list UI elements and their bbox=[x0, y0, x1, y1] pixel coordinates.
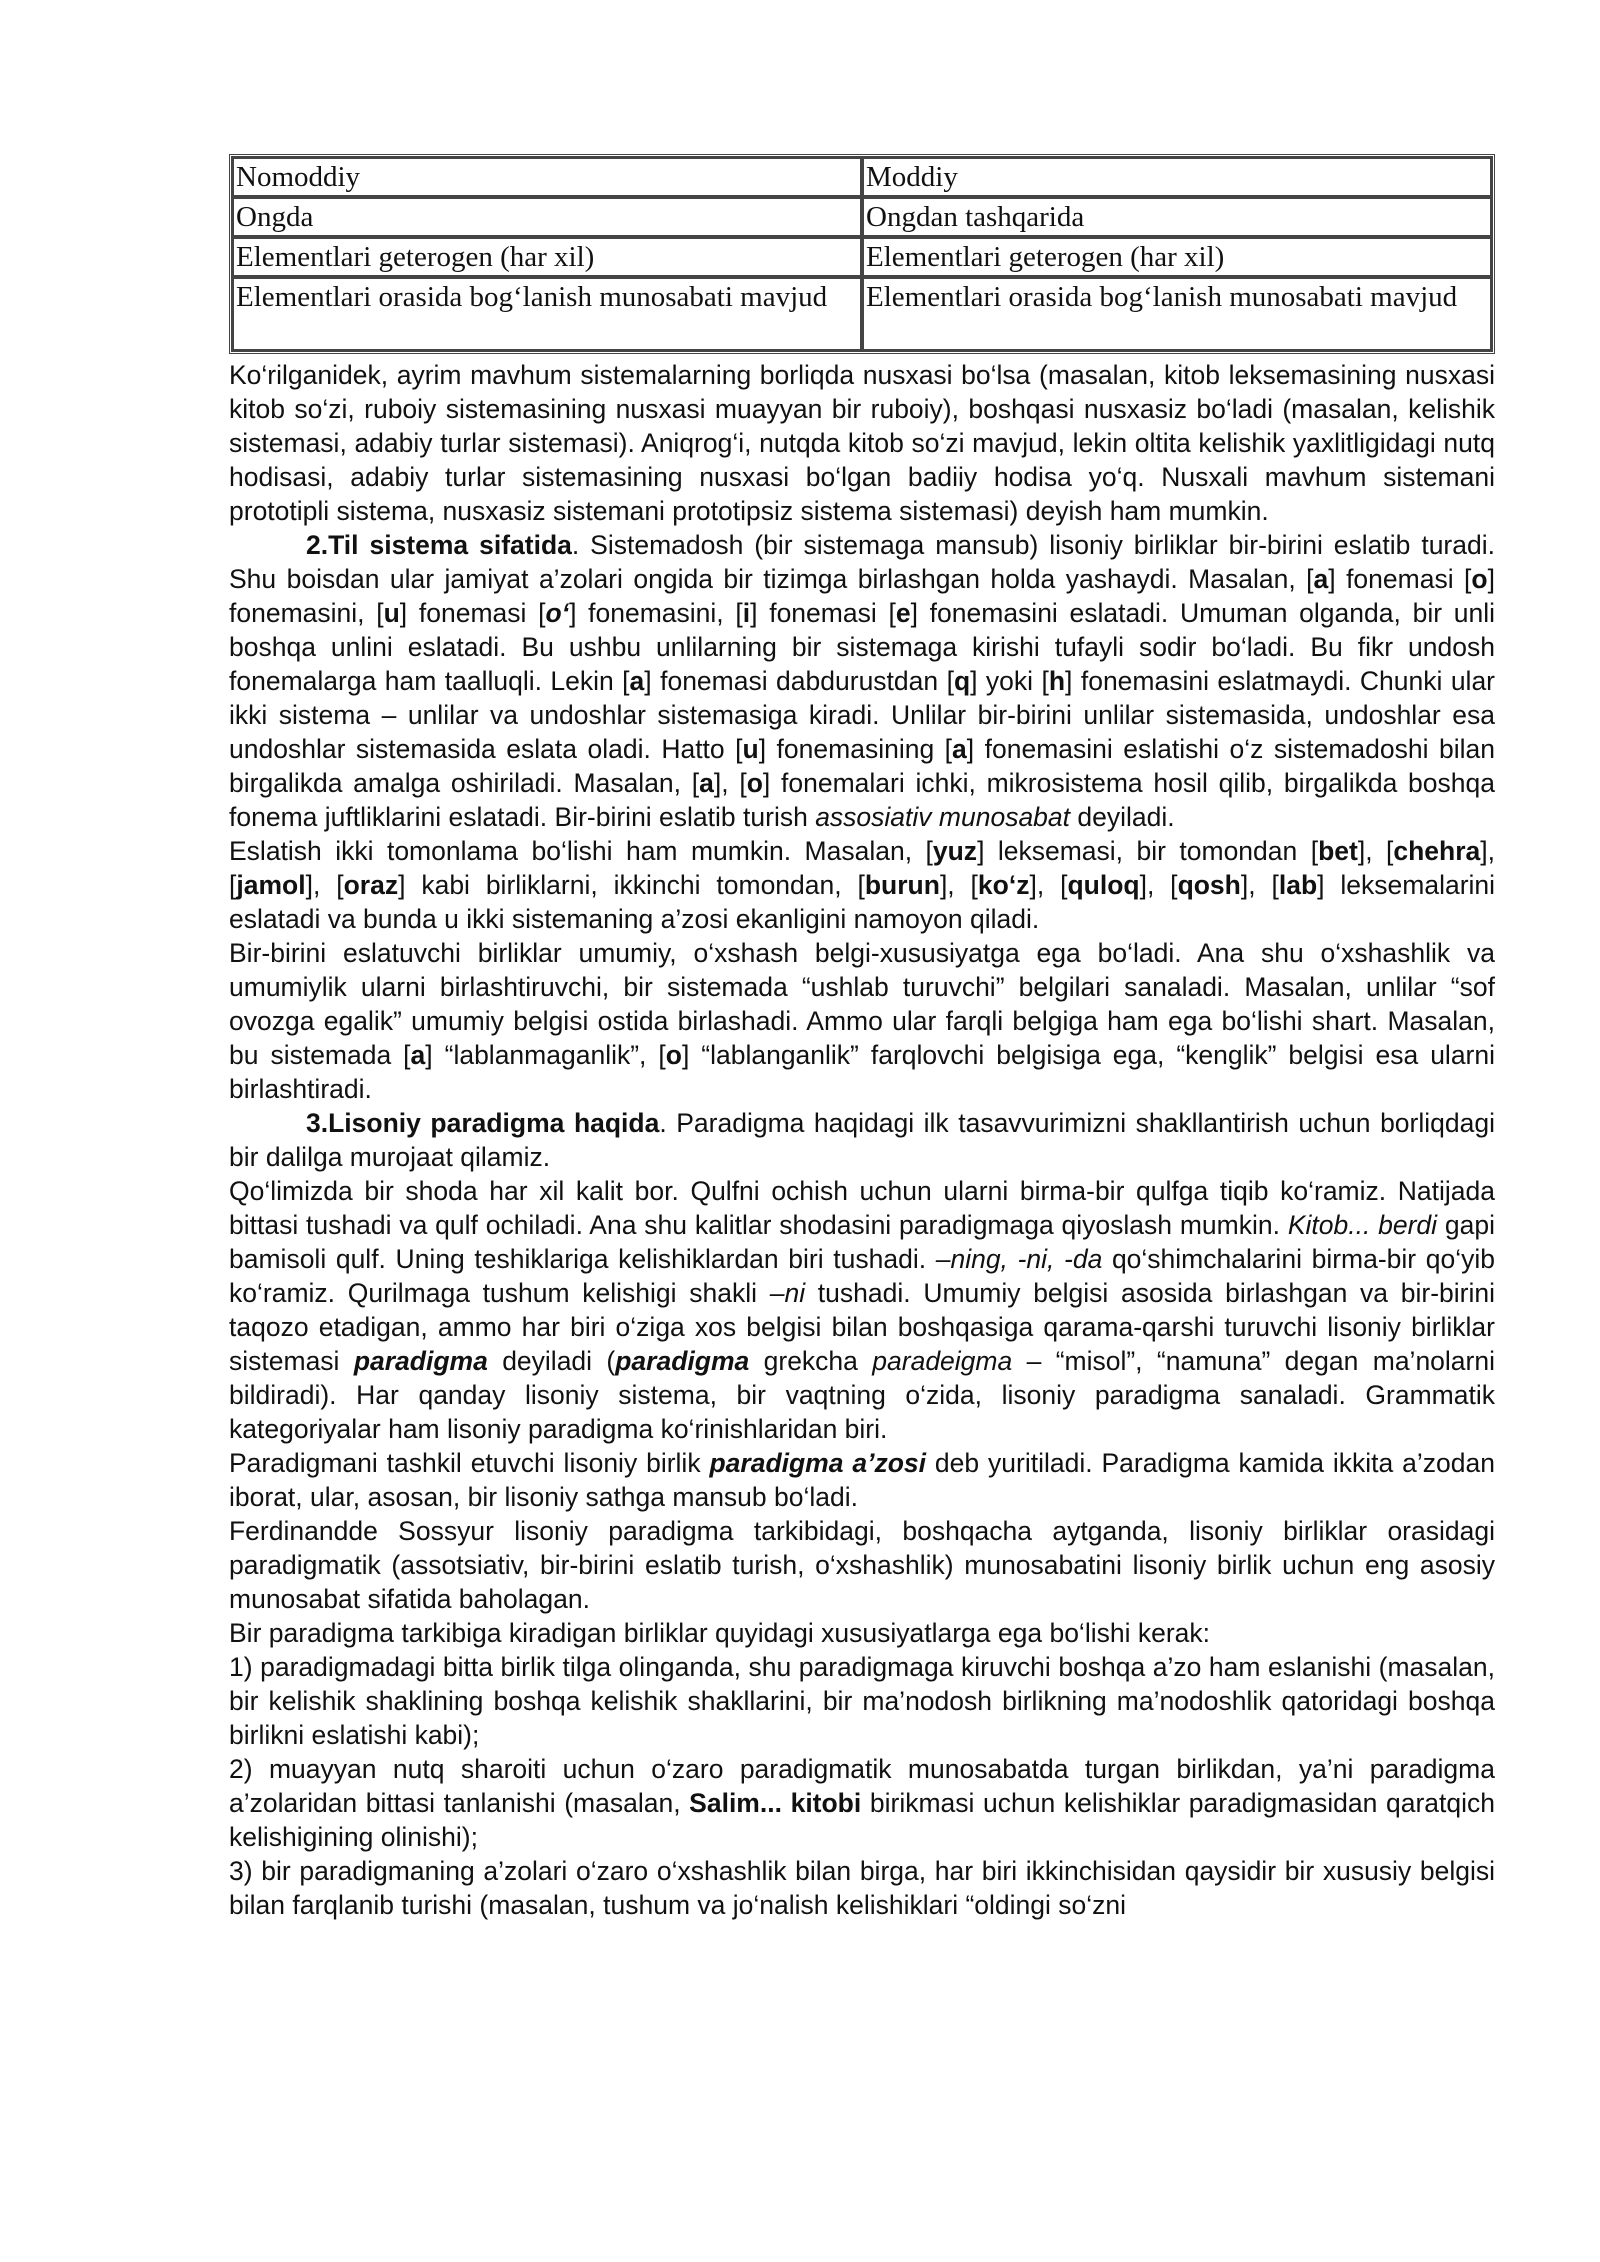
document-page bbox=[229, 154, 1495, 1922]
section-heading: 3.Lisoniy paradigma haqida bbox=[306, 1108, 660, 1138]
paragraph: Ko‘rilganidek, ayrim mavhum sistemalarning borliqda nusxasi bo‘lsa (masalan, kitob leksemasining nusxasi kitob so‘zi, ruboiy sistemasining nusxasi muayyan bir ruboiy), boshqasi nusxasiz bo‘ladi (masalan, kelishik sistemasi, adabiy turlar sistemasi). Aniqrog‘i, nutqda kitob so‘zi mavjud, lekin oltita kelishik yaxlitligidagi nutq hodisasi, adabiy turlar sistemasining nusxasi bo‘lgan badiiy hodisa yo‘q. Nusxali mavhum sistemani prototipli sistema, nusxasiz sistemani prototipsiz sistema sistemasi) deyish ham mumkin. bbox=[229, 360, 1495, 526]
list-item: 2) muayyan nutq sharoiti uchun o‘zaro paradigmatik munosabatda turgan birlikdan, ya’ni paradigma a’zolaridan bittasi tanlanishi (masalan, Salim... kitobi birikmasi uchun kelishiklar paradigmasidan qaratqich kelishigining olinishi); bbox=[229, 1754, 1495, 1852]
body-text bbox=[229, 358, 1495, 1922]
table-cell: Ongda bbox=[232, 197, 862, 237]
list-item: 1) paradigmadagi bitta birlik tilga olinganda, shu paradigmaga kiruvchi boshqa a’zo ham eslanishi (masalan, bir kelishik shaklining boshqa kelishik shakllarini, bir ma’nodosh birlikning ma’nodoshlik qatoridagi boshqa birlikni eslatishi kabi); bbox=[229, 1652, 1495, 1750]
paragraph: Eslatish ikki tomonlama bo‘lishi ham mumkin. Masalan, [yuz] leksemasi, bir tomondan [bet], [chehra], [jamol], [oraz] kabi birliklarni, ikkinchi tomondan, [burun], [ko‘z], [quloq], [qosh], [lab] leksemalarini eslatadi va bunda u ikki sistemaning a’zosi ekanligini namoyon qiladi. bbox=[229, 836, 1496, 934]
paragraph: Qo‘limizda bir shoda har xil kalit bor. Qulfni ochish uchun ularni birma-bir qulfga tiqib ko‘ramiz. Natijada bittasi tushadi va qulf ochiladi. Ana shu kalitlar shodasini paradigmaga qiyoslash mumkin. Kitob... berdi gapi bamisoli qulf. Uning teshiklariga kelishiklardan biri tushadi. –ning, -ni, -da qo‘shimchalarini birma-bir qo‘yib ko‘ramiz. Qurilmaga tushum kelishigi shakli –ni tushadi. Umumiy belgisi asosida birlashgan va bir-birini taqozo etadigan, ammo har biri o‘ziga xos belgisi bilan boshqasiga qarama-qarshi turuvchi lisoniy birliklar sistemasi paradigma deyiladi (paradigma grekcha paradeigma – “misol”, “namuna” degan ma’nolarni bildiradi). Har qanday lisoniy sistema, bir vaqtning o‘zida, lisoniy paradigma sanaladi. Grammatik kategoriyalar ham lisoniy paradigma ko‘rinishlaridan biri. bbox=[229, 1176, 1495, 1444]
table-row bbox=[232, 197, 1492, 237]
table-cell: Nomoddiy bbox=[232, 157, 862, 197]
paragraph-section-2: 2.Til sistema sifatida. Sistemadosh (bir sistemaga mansub) lisoniy birliklar bir-birini eslatib turadi. Shu boisdan ular jamiyat a’zolari ongida bir tizimga birlashgan holda yashaydi. Masalan, [a] fonemasi [o] fonemasini, [u] fonemasi [o‘] fonemasini, [i] fonemasi [e] fonemasini eslatadi. Umuman olganda, bir unli boshqa unlini eslatadi. Bu ushbu unlilarning bir sistemaga kirishi tufayli sodir bo‘ladi. Bu fikr undosh fonemalarga ham taalluqli. Lekin [a] fonemasi dabdurustdan [q] yoki [h] fonemasini eslatmaydi. Chunki ular ikki sistema – unlilar va undoshlar sistemasiga kiradi. Unlilar bir-birini unlilar sistemasida, undoshlar esa undoshlar sistemasida eslata oladi. Hatto [u] fonemasining [a] fonemasini eslatishi o‘z sistemadoshi bilan birgalikda amalga oshiriladi. Masalan, [a], [o] fonemalari ichki, mikrosistema hosil qilib, birgalikda boshqa fonema juftliklarini eslatadi. Bir-birini eslatib turish assosiativ munosabat deyiladi. bbox=[229, 530, 1496, 832]
table-row bbox=[232, 237, 1492, 277]
table-cell: Moddiy bbox=[862, 157, 1492, 197]
paragraph-section-3: 3.Lisoniy paradigma haqida. Paradigma haqidagi ilk tasavvurimizni shakllantirish uchun borliqdagi bir dalilga murojaat qilamiz. bbox=[229, 1108, 1495, 1172]
paragraph: Ferdinandde Sossyur lisoniy paradigma tarkibidagi, boshqacha aytganda, lisoniy birliklar orasidagi paradigmatik (assotsiativ, bir-birini eslatib turish, o‘xshashlik) munosabatini lisoniy birlik uchun eng asosiy munosabat sifatida baholagan. bbox=[229, 1516, 1495, 1614]
section-heading: 2.Til sistema sifatida bbox=[306, 530, 572, 560]
table-cell: Elementlari geterogen (har xil) bbox=[232, 237, 862, 277]
table-cell: Elementlari orasida bog‘lanish munosabati mavjud bbox=[862, 277, 1492, 351]
list-item: 3) bir paradigmaning a’zolari o‘zaro o‘xshashlik bilan birga, har biri ikkinchisidan qaysidir bir xususiy belgisi bilan farqlanib turishi (masalan, tushum va jo‘nalish kelishiklari “oldingi so‘zni bbox=[229, 1856, 1495, 1920]
table-cell: Elementlari geterogen (har xil) bbox=[862, 237, 1492, 277]
comparison-table bbox=[229, 154, 1495, 354]
paragraph: Bir-birini eslatuvchi birliklar umumiy, o‘xshash belgi-xususiyatga ega bo‘ladi. Ana shu o‘xshashlik va umumiylik ularni birlashtiruvchi, bir sistemada “ushlab turuvchi” belgilari sanaladi. Masalan, unlilar “sof ovozga egalik” umumiy belgisi ostida birlashadi. Ammo ular farqli belgiga ham ega bo‘lishi shart. Masalan, bu sistemada [a] “lablanmaganlik”, [o] “lablanganlik” farqlovchi belgisiga ega, “kenglik” belgisi esa ularni birlashtiradi. bbox=[229, 938, 1496, 1104]
table-cell: Elementlari orasida bog‘lanish munosabati mavjud bbox=[232, 277, 862, 351]
table-cell: Ongdan tashqarida bbox=[862, 197, 1492, 237]
table-row bbox=[232, 157, 1492, 197]
table-row bbox=[232, 277, 1492, 351]
paragraph: Paradigmani tashkil etuvchi lisoniy birlik paradigma a’zosi deb yuritiladi. Paradigma kamida ikkita a’zodan iborat, ular, asosan, bir lisoniy sathga mansub bo‘ladi. bbox=[229, 1448, 1495, 1512]
paragraph: Bir paradigma tarkibiga kiradigan birliklar quyidagi xususiyatlarga ega bo‘lishi kerak: bbox=[229, 1618, 1210, 1648]
